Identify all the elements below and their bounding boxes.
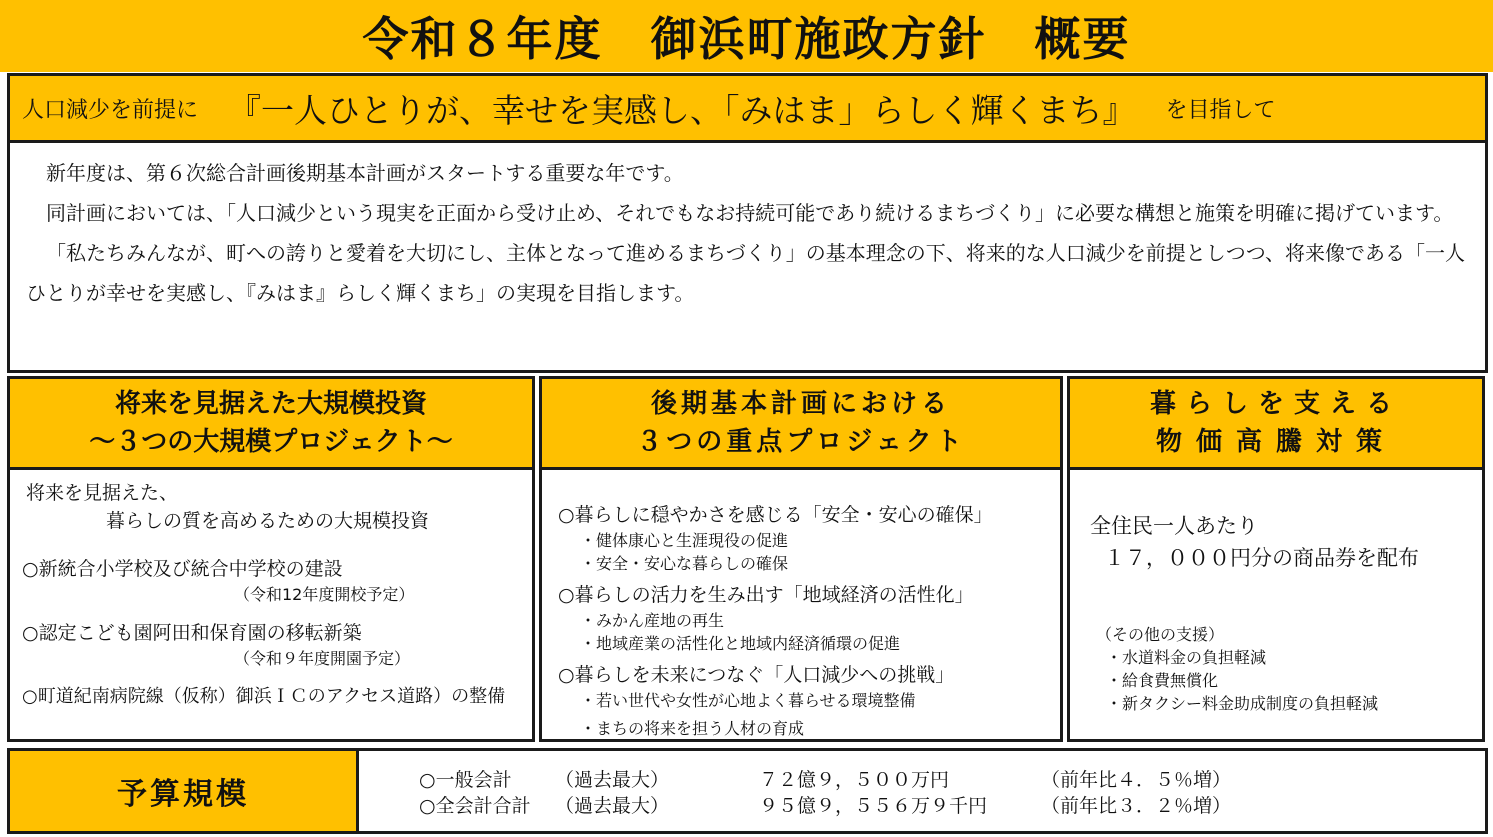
slogan-text: 『一人ひとりが、幸せを実感し、「みはま」らしく輝くまち』 — [228, 90, 1136, 130]
budget-label: 予算規模 — [10, 751, 359, 831]
panel-heading-line: 後期基本計画における — [650, 389, 951, 419]
project-item: ○新統合小学校及び統合中学校の建設 — [22, 558, 343, 580]
project-item: ○認定こども園阿田和保育園の移転新築 — [22, 622, 362, 644]
large-scale-investment-panel — [7, 376, 535, 742]
budget-section — [7, 748, 1488, 834]
panel-heading — [10, 379, 532, 470]
intro-section — [7, 73, 1488, 373]
panel-heading — [1070, 379, 1482, 470]
support-item: ・新タクシー料金助成制度の負担軽減 — [1106, 694, 1379, 713]
budget-account-name: ○全会計合計 — [419, 795, 531, 817]
panel-heading-line: 将来を見据えた大規模投資 — [114, 389, 427, 419]
slogan-prefix: 人口減少を前提に — [22, 97, 199, 123]
priority-subitem: ・安全・安心な暮らしの確保 — [580, 554, 789, 573]
budget-change: （前年比３．２％増） — [1041, 795, 1232, 817]
support-item: ・水道料金の負担軽減 — [1106, 648, 1267, 667]
priority-subitem: ・若い世代や女性が心地よく暮らせる環境整備 — [580, 691, 916, 710]
intro-paragraph: 同計画においては、「人口減少という現実を正面から受け止め、それでもなお持続可能であり続けるまちづくり」に必要な構想と施策を明確に掲げています。 — [46, 201, 1454, 225]
budget-account-note: （過去最大） — [555, 769, 670, 791]
intro-paragraph: 「私たちみんなが、町への誇りと愛着を大切にし、主体となって進めるまちづくり」の基本理念の下、将来的な人口減少を前提としつつ、将来像である「一人ひとりが幸せを実感し、『みはま』らしく輝くまち」の実現を目指します。 — [26, 241, 1465, 305]
priority-subitem: ・まちの将来を担う人材の育成 — [580, 719, 805, 738]
panel-heading — [542, 379, 1060, 470]
price-measures-panel — [1067, 376, 1485, 742]
priority-section: ○暮らしに穏やかさを感じる「安全・安心の確保」 — [558, 504, 993, 526]
budget-account-note: （過去最大） — [555, 795, 670, 817]
budget-rows — [359, 751, 1485, 831]
budget-amount: ７２億９，５００万円 — [759, 769, 950, 791]
voucher-text: 全住民一人あたり — [1090, 514, 1258, 538]
project-item: ○町道紀南病院線（仮称）御浜ＩＣのアクセス道路）の整備 — [22, 686, 506, 707]
lead-text: 暮らしの質を高めるための大規模投資 — [106, 510, 430, 532]
slogan-suffix: を目指して — [1165, 97, 1276, 123]
priority-projects-panel — [539, 376, 1063, 742]
panel-heading-line: ～３つの大規模プロジェクト～ — [89, 427, 453, 457]
other-support-heading: （その他の支援） — [1096, 625, 1225, 644]
lead-text: 将来を見据えた、 — [26, 482, 179, 504]
priority-subitem: ・みかん産地の再生 — [580, 611, 725, 630]
support-item: ・給食費無償化 — [1106, 671, 1219, 690]
priority-subitem: ・地域産業の活性化と地域内経済循環の促進 — [580, 634, 901, 653]
intro-paragraph: 新年度は、第６次総合計画後期基本計画がスタートする重要な年です。 — [46, 161, 684, 185]
budget-account-name: ○一般会計 — [419, 769, 512, 791]
priority-section: ○暮らしの活力を生み出す「地域経済の活性化」 — [558, 584, 974, 606]
budget-change: （前年比４．５％増） — [1041, 769, 1232, 791]
panel-heading-line: 暮らしを支える — [1149, 389, 1402, 419]
panel-heading-line: 物価高騰対策 — [1155, 427, 1396, 457]
priority-section: ○暮らしを未来につなぐ「人口減少への挑戦」 — [558, 664, 955, 686]
project-note: （令和12年度開校予定） — [234, 585, 415, 604]
panel-heading-line: ３つの重点プロジェクト — [636, 427, 966, 457]
budget-amount: ９５億９，５５６万９千円 — [759, 795, 988, 817]
voucher-amount: １７，０００円分の商品券を配布 — [1104, 546, 1419, 570]
project-note: （令和９年度開園予定） — [234, 649, 411, 668]
intro-body — [10, 143, 1485, 313]
slogan-banner — [10, 76, 1485, 143]
priority-subitem: ・健体康心と生涯現役の促進 — [580, 531, 789, 550]
page-title: 令和８年度 御浜町施政方針 概要 — [0, 0, 1493, 72]
